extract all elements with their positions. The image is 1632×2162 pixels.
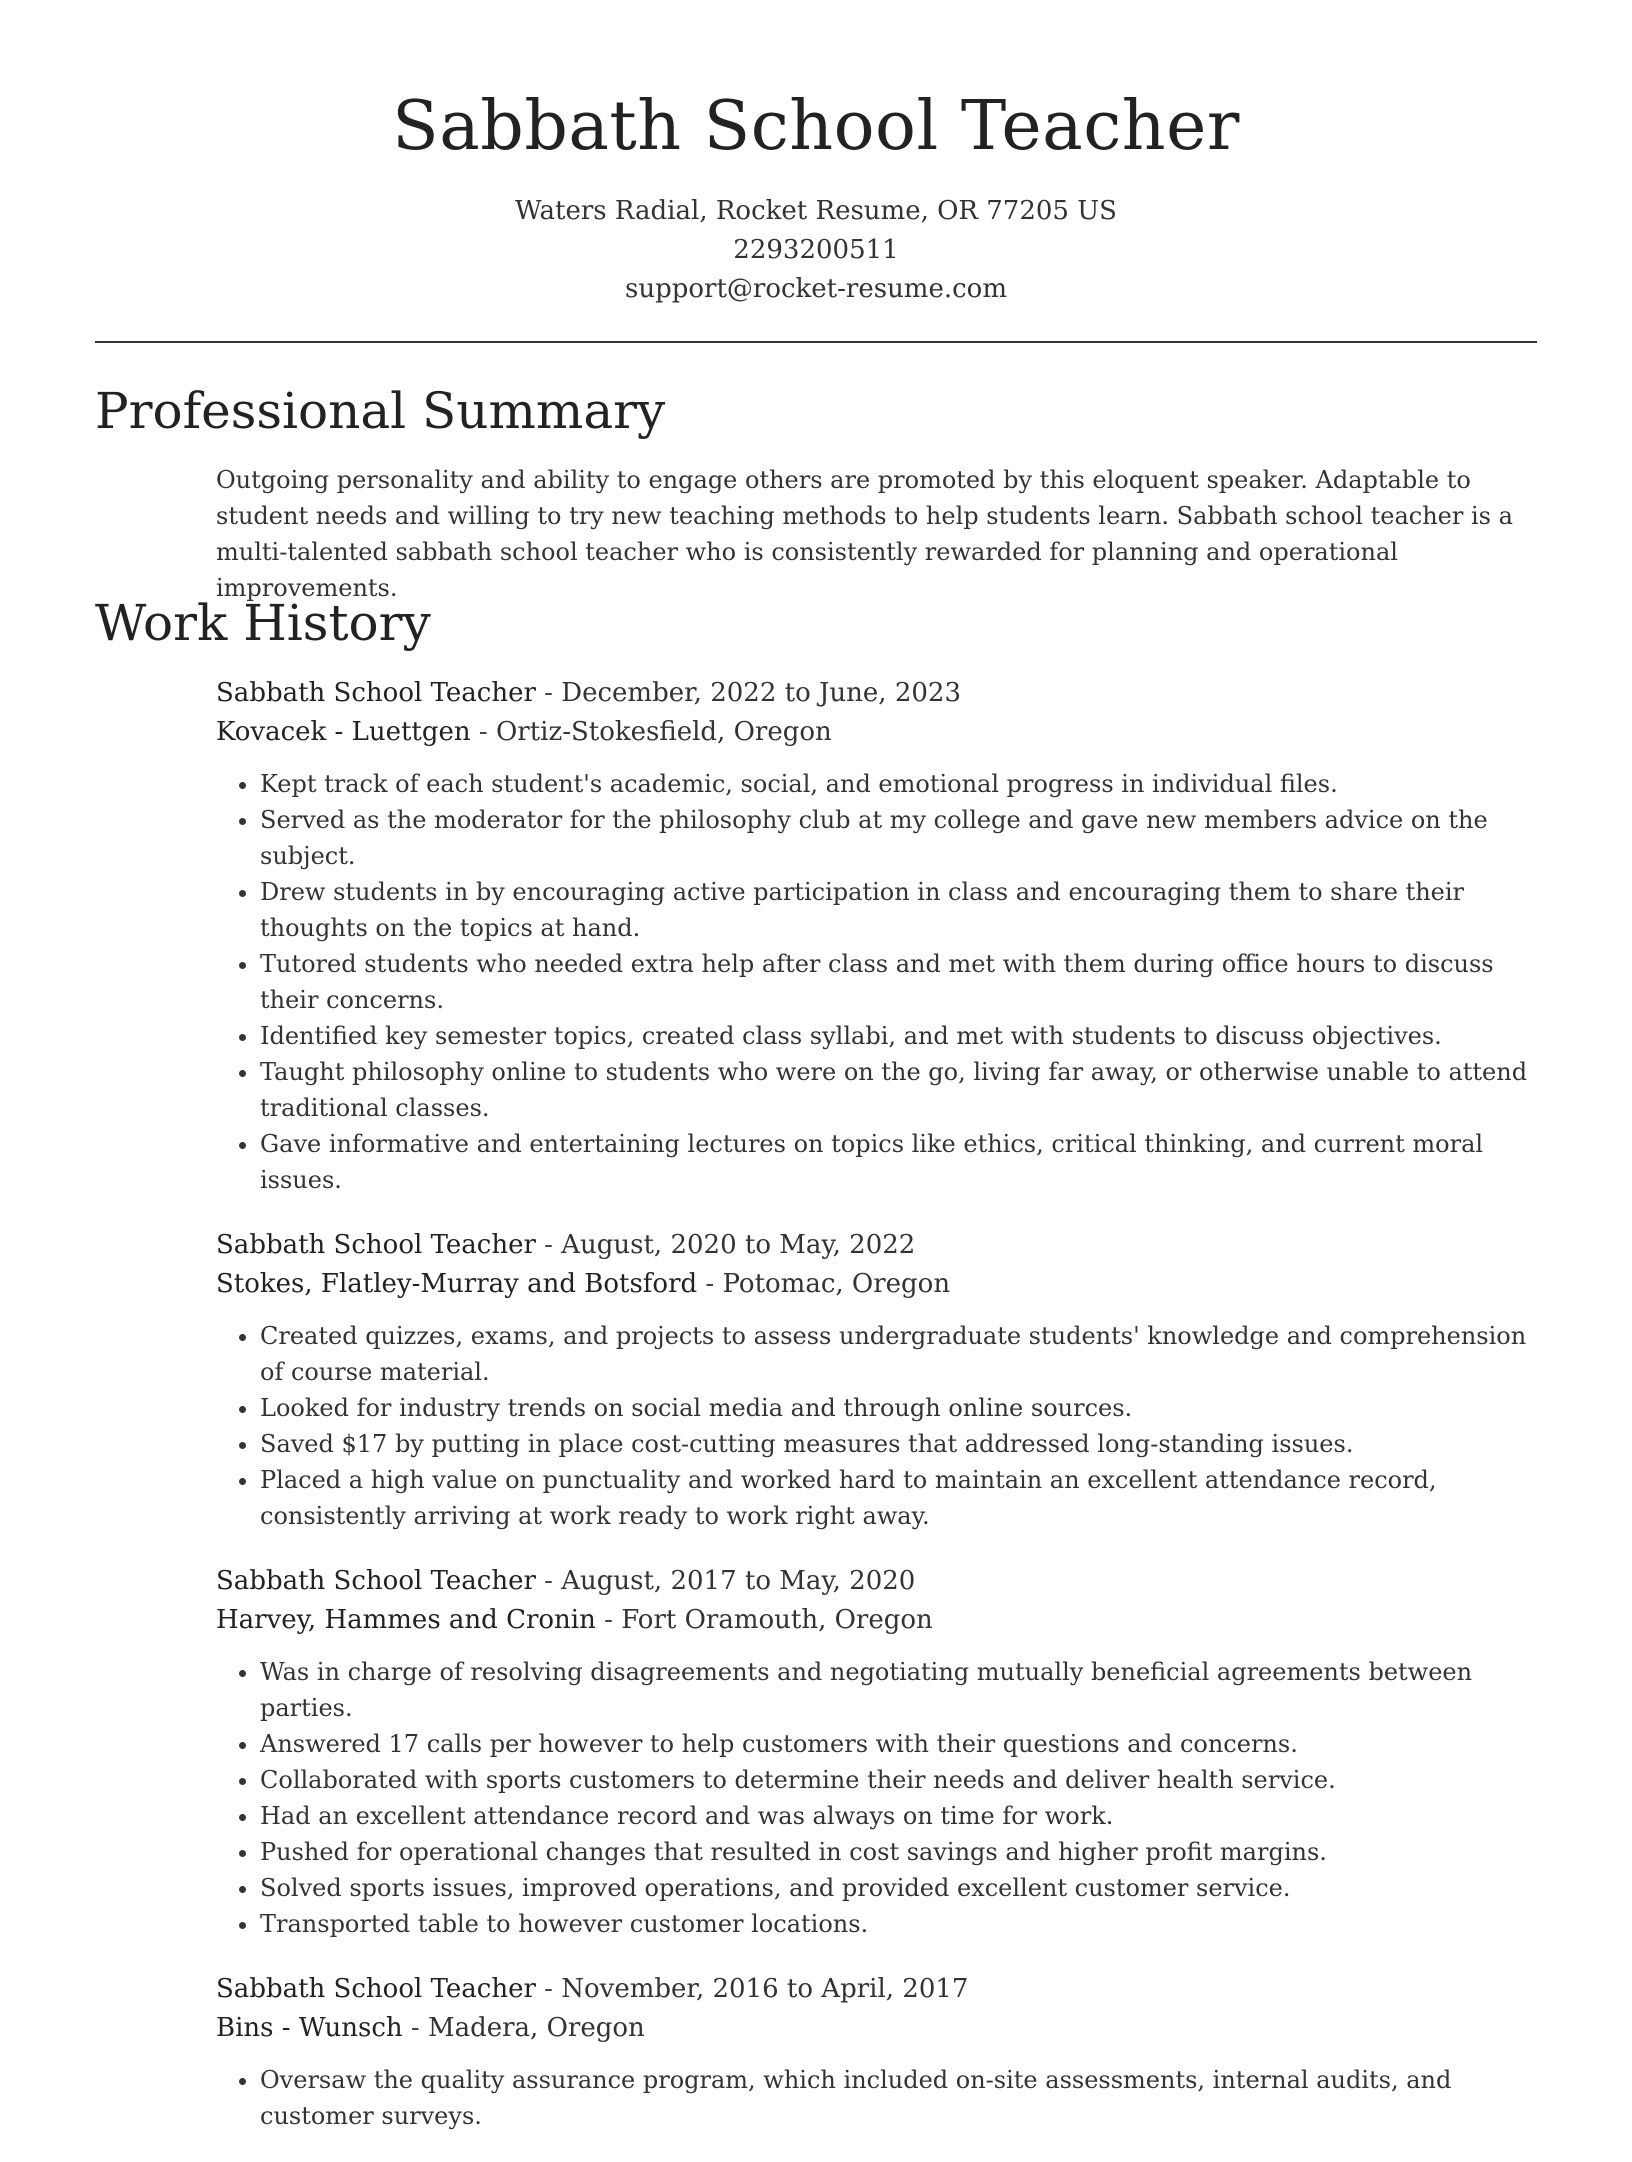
job-location: Madera, Oregon [427, 2013, 645, 2043]
summary-text: Outgoing personality and ability to engage others are promoted by this eloquent speaker. Adaptable to student needs and willing to try new teaching methods to help students learn. Sabbath school teacher is a multi-talented sabbath school teacher who is consistently rewarded for planning and operational improvements. [216, 466, 1513, 602]
job-bullet: • Served as the moderator for the philosophy club at my college and gave new members advice on the subject. [260, 802, 1538, 874]
work-history-list [216, 674, 1538, 2162]
job-entry [216, 1970, 1538, 2134]
resume-header [0, 0, 1632, 309]
job-title: Sabbath School Teacher [216, 1974, 536, 2004]
job-company-line [216, 2009, 1538, 2048]
job-bullets [216, 2062, 1538, 2134]
separator: - [470, 717, 496, 747]
separator: - [595, 1605, 622, 1635]
job-dates: November, 2016 to April, 2017 [561, 1974, 969, 2004]
job-bullet: • Collaborated with sports customers to determine their needs and deliver health service. [260, 1762, 1538, 1798]
work-history-heading: Work History [95, 594, 431, 652]
candidate-name: Sabbath School Teacher [392, 87, 1240, 166]
job-bullet: • Created quizzes, exams, and projects to assess undergraduate students' knowledge and comprehension of course material. [260, 1318, 1538, 1390]
job-bullet: • Gave informative and entertaining lectures on topics like ethics, critical thinking, and current moral issues. [260, 1126, 1538, 1198]
job-dates: December, 2022 to June, 2023 [561, 678, 961, 708]
job-bullet: • Taught philosophy online to students who were on the go, living far away, or otherwise unable to attend traditional classes. [260, 1054, 1538, 1126]
job-title-line [216, 1970, 1538, 2009]
separator: - [535, 1566, 562, 1596]
job-bullet: • Transported table to however customer locations. [260, 1906, 1538, 1942]
job-company-line [216, 1601, 1538, 1640]
job-title: Sabbath School Teacher [216, 678, 536, 708]
separator: - [535, 678, 562, 708]
job-location: Fort Oramouth, Oregon [621, 1605, 933, 1635]
job-entry [216, 1226, 1538, 1534]
separator: - [535, 1974, 562, 2004]
job-title-line [216, 1562, 1538, 1601]
job-bullets [216, 1654, 1538, 1942]
company-name: Harvey, Hammes and Cronin [216, 1605, 596, 1635]
job-bullet: • Tutored students who needed extra help after class and met with them during office hours to discuss their concerns. [260, 946, 1538, 1018]
company-name: Kovacek - Luettgen [216, 717, 471, 747]
job-bullet: • Identified key semester topics, created class syllabi, and met with students to discuss objectives. [260, 1018, 1538, 1054]
separator: - [697, 1269, 723, 1299]
separator: - [535, 1230, 562, 1260]
job-bullet: • Oversaw the quality assurance program, which included on-site assessments, internal audits, and customer surveys. [260, 2062, 1538, 2134]
header-divider [95, 341, 1537, 343]
job-bullet: • Kept track of each student's academic, social, and emotional progress in individual files. [260, 766, 1538, 802]
job-entry [216, 674, 1538, 1198]
job-bullet: • Drew students in by encouraging active participation in class and encouraging them to share their thoughts on the topics at hand. [260, 874, 1538, 946]
company-name: Stokes, Flatley-Murray and Botsford [216, 1269, 698, 1299]
job-location: Ortiz-Stokesfield, Oregon [495, 717, 832, 747]
job-bullet: • Saved $17 by putting in place cost-cutting measures that addressed long-standing issues. [260, 1426, 1538, 1462]
job-dates: August, 2017 to May, 2020 [561, 1566, 916, 1596]
summary-heading: Professional Summary [95, 382, 666, 440]
job-bullet: • Pushed for operational changes that resulted in cost savings and higher profit margins. [260, 1834, 1538, 1870]
job-title: Sabbath School Teacher [216, 1566, 536, 1596]
job-title-line [216, 1226, 1538, 1265]
separator: - [402, 2013, 428, 2043]
job-bullet: • Answered 17 calls per however to help customers with their questions and concerns. [260, 1726, 1538, 1762]
contact-email: support@rocket-resume.com [624, 274, 1007, 304]
job-bullet: • Looked for industry trends on social media and through online sources. [260, 1390, 1538, 1426]
contact-phone: 2293200511 [733, 235, 899, 265]
job-bullet: • Was in charge of resolving disagreements and negotiating mutually beneficial agreements between parties. [260, 1654, 1538, 1726]
job-bullets [216, 1318, 1538, 1534]
job-bullet: • Had an excellent attendance record and was always on time for work. [260, 1798, 1538, 1834]
job-entry [216, 1562, 1538, 1942]
job-company-line [216, 1265, 1538, 1304]
job-bullet: • Placed a high value on punctuality and worked hard to maintain an excellent attendance record, consistently arriving at work ready to work right away. [260, 1462, 1538, 1534]
company-name: Bins - Wunsch [216, 2013, 403, 2043]
job-company-line [216, 713, 1538, 752]
job-location: Potomac, Oregon [722, 1269, 951, 1299]
job-dates: August, 2020 to May, 2022 [561, 1230, 916, 1260]
job-title: Sabbath School Teacher [216, 1230, 536, 1260]
job-title-line [216, 674, 1538, 713]
contact-address: Waters Radial, Rocket Resume, OR 77205 US [515, 196, 1117, 226]
contact-info [0, 192, 1632, 309]
job-bullets [216, 766, 1538, 1198]
job-bullet: • Solved sports issues, improved operations, and provided excellent customer service. [260, 1870, 1538, 1906]
